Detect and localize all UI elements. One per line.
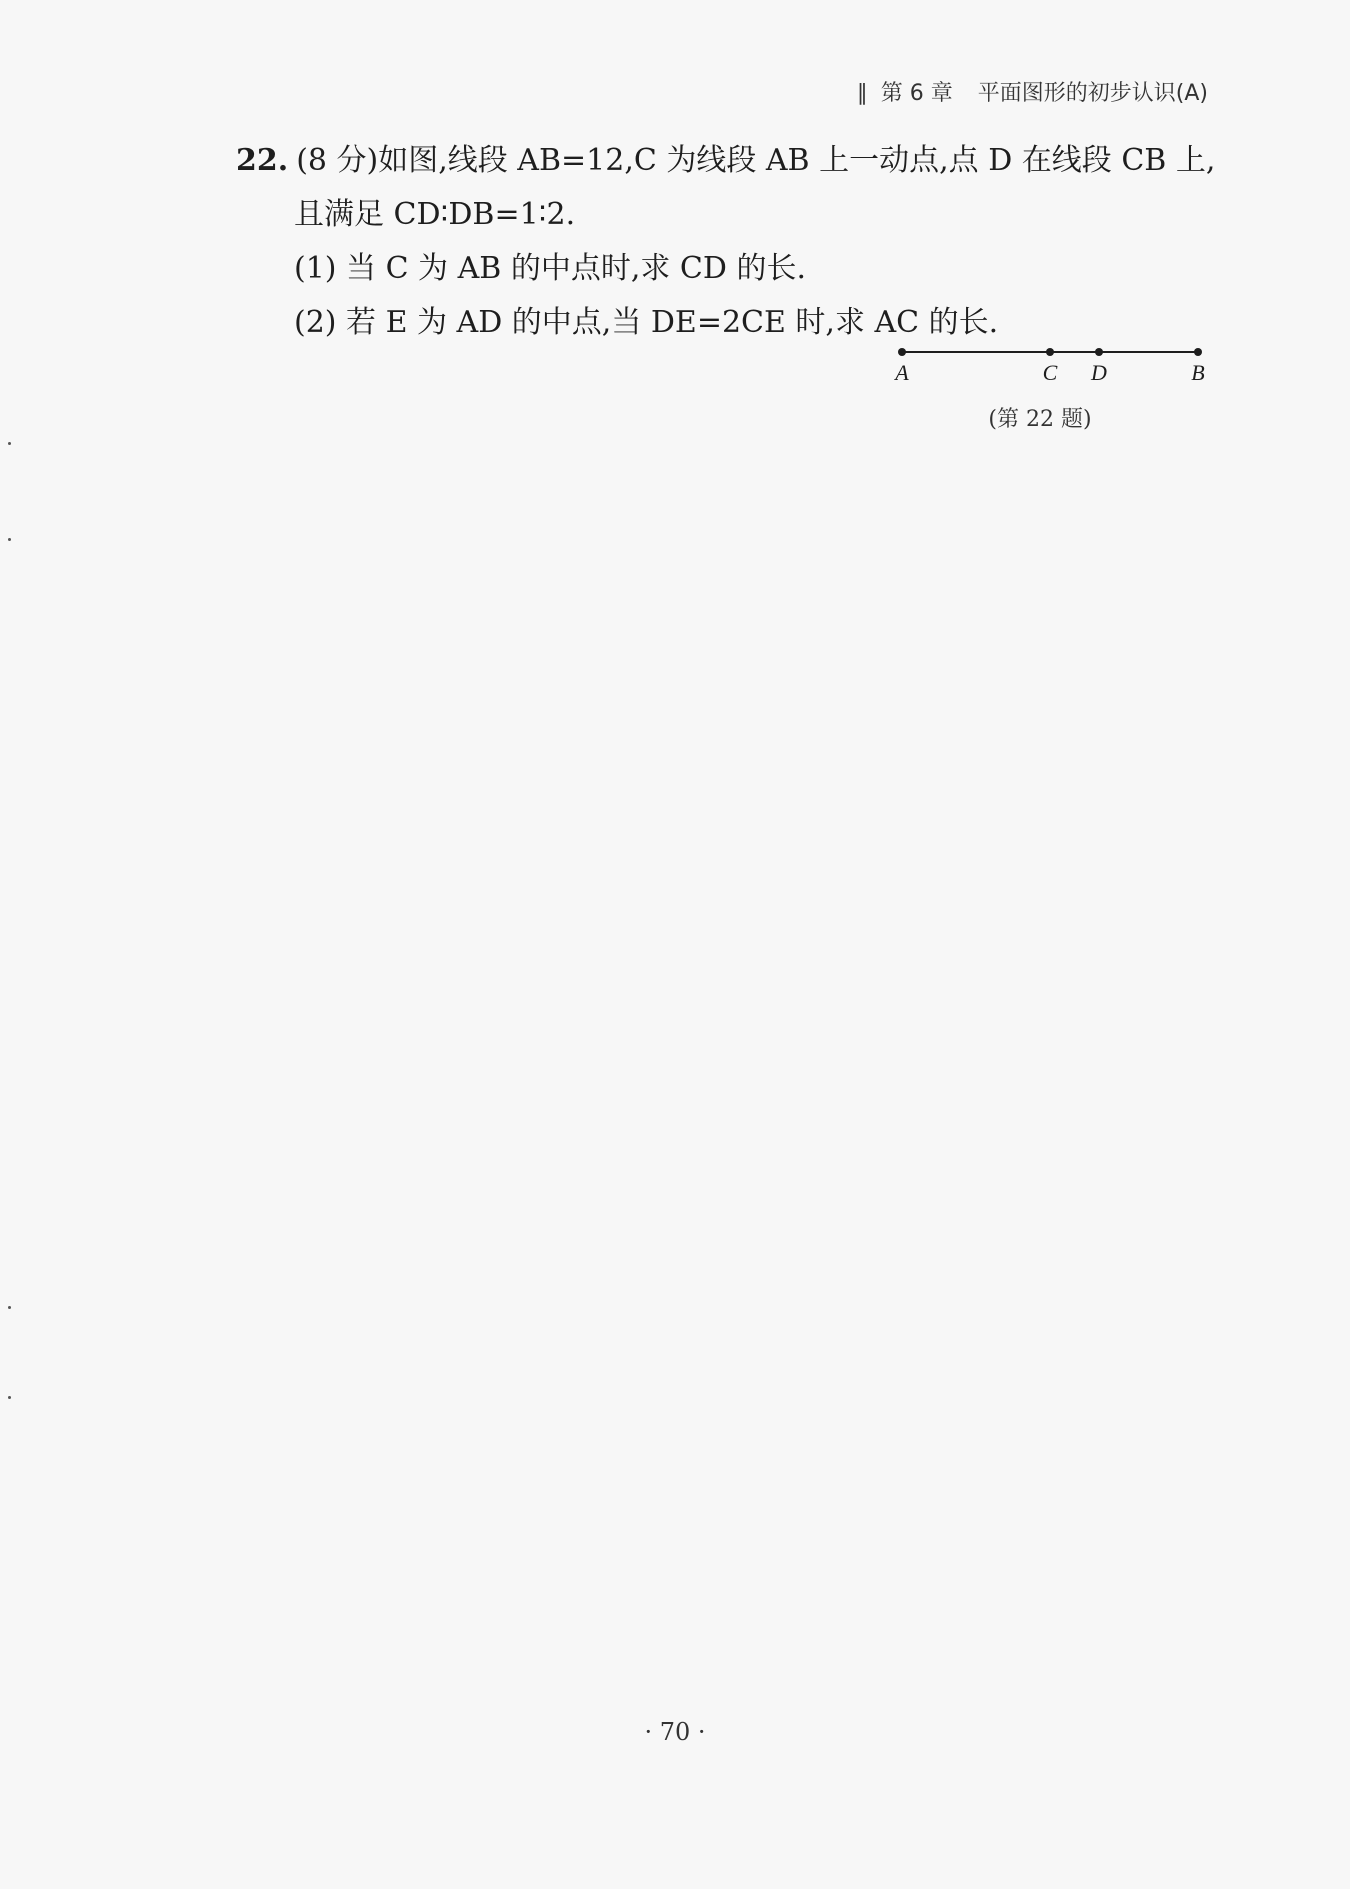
sub-question-1 xyxy=(236,242,1216,296)
point-a xyxy=(893,348,909,385)
margin-speck xyxy=(8,1306,11,1309)
point-d-label: D xyxy=(1091,360,1107,385)
margin-speck xyxy=(8,538,11,541)
margin-speck xyxy=(8,1396,11,1399)
point-d-dot xyxy=(1095,348,1103,356)
point-c xyxy=(1043,348,1058,385)
point-b xyxy=(1191,348,1204,385)
chapter-header xyxy=(857,76,1208,107)
margin-speck xyxy=(8,442,11,445)
point-a-label: A xyxy=(895,360,909,385)
question-text-line-2: 且满足 CD∶DB=1∶2. xyxy=(294,197,576,232)
sub-question-1-text: (1) 当 C 为 AB 的中点时,求 CD 的长. xyxy=(294,251,806,286)
point-d xyxy=(1090,348,1107,385)
point-b-label: B xyxy=(1191,360,1205,385)
question-text-line-1: (8 分)如图,线段 AB=12,C 为线段 AB 上一动点,点 D 在线段 CB 上, xyxy=(296,143,1216,178)
page-number: · 70 · xyxy=(644,1718,706,1746)
segment-diagram xyxy=(890,340,1230,400)
line-segment-figure xyxy=(890,340,1230,440)
point-a-dot xyxy=(898,348,906,356)
point-c-dot xyxy=(1046,348,1054,356)
sub-question-2-text: (2) 若 E 为 AD 的中点,当 DE=2CE 时,求 AC 的长. xyxy=(294,305,999,340)
point-b-dot xyxy=(1194,348,1202,356)
question-number: 22. xyxy=(236,143,289,178)
point-c-label: C xyxy=(1042,360,1058,385)
chapter-number: 第 6 章 xyxy=(880,81,953,106)
question-stem-line-1 xyxy=(236,134,1216,188)
question-22 xyxy=(236,134,1216,350)
header-marker: ∥ xyxy=(856,81,868,106)
figure-caption: (第 22 题) xyxy=(988,407,1092,432)
chapter-title: 平面图形的初步认识(A) xyxy=(977,81,1208,106)
question-stem-line-2 xyxy=(236,188,1216,242)
